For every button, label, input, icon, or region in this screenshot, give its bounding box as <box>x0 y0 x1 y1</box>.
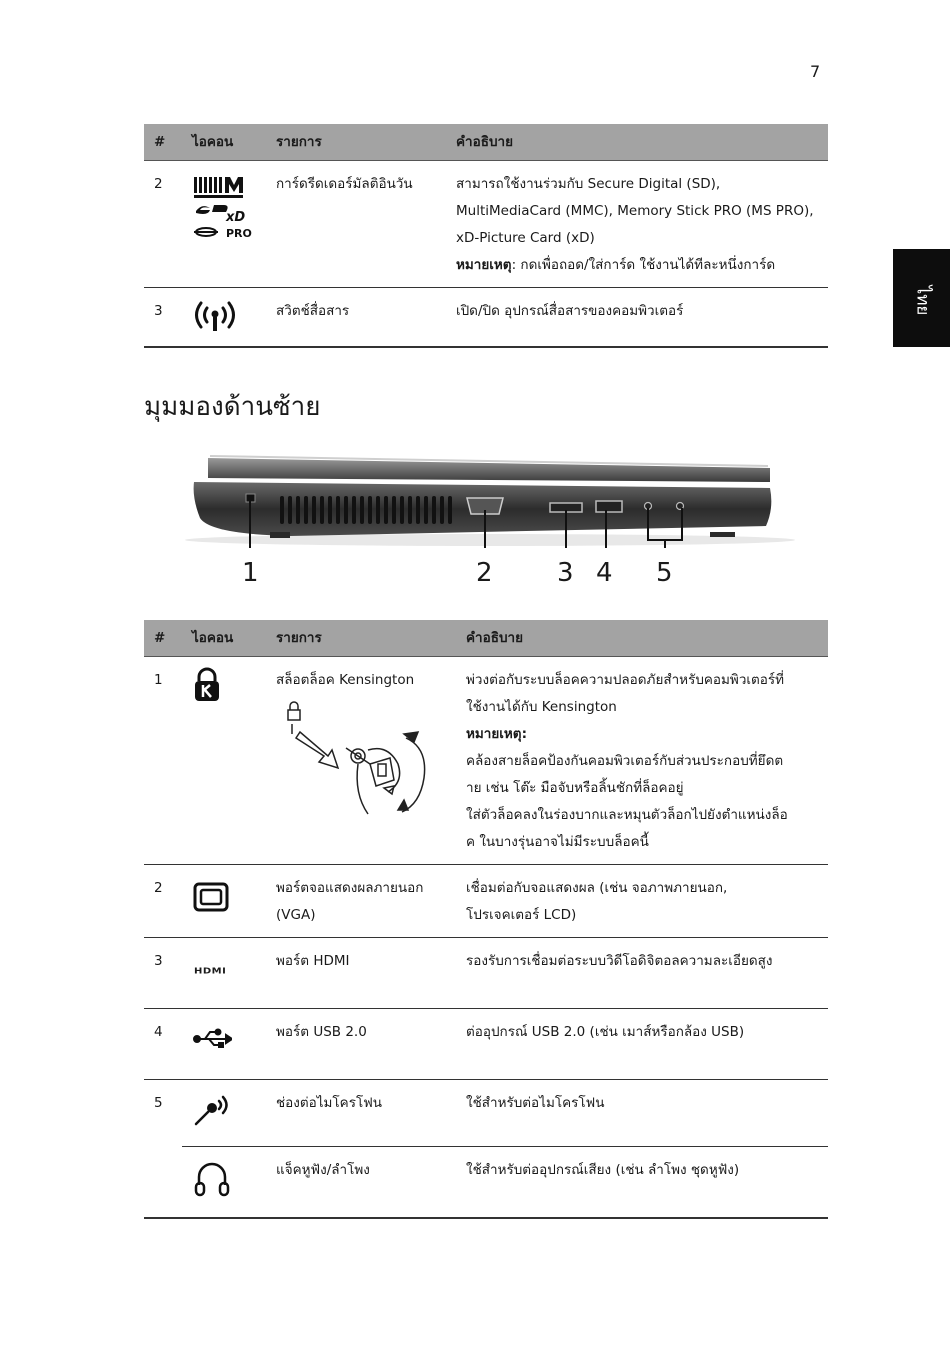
header-num: # <box>144 620 182 657</box>
desc-line: MultiMediaCard (MMC), Memory Stick PRO (MS PRO), <box>456 203 814 219</box>
row-item <box>266 865 456 938</box>
svg-text:xD: xD <box>226 210 246 225</box>
note-line: คล้องสายล็อคป้องกันคอมพิวเตอร์กับส่วนประกอบที่ยึดต <box>466 753 784 769</box>
row-desc <box>456 865 828 938</box>
language-tab-label: ไทย <box>912 285 933 316</box>
card-reader-icon <box>192 171 256 241</box>
laptop-left-side-illustration <box>170 448 810 553</box>
note-label: หมายเหตุ <box>456 257 512 273</box>
row-item-label: สล็อตล็อค Kensington <box>276 672 415 688</box>
item-line: (VGA) <box>276 907 316 923</box>
callout-3: 3 <box>557 558 574 588</box>
row-item <box>266 657 456 865</box>
hdmi-icon: HDMI <box>194 967 227 976</box>
header-icon: ไอคอน <box>182 620 266 657</box>
table-row <box>144 938 828 1009</box>
top-spec-table <box>144 124 828 348</box>
row-item: ช่องต่อไมโครโฟน <box>266 1080 456 1147</box>
callout-1: 1 <box>242 558 259 588</box>
callout-5: 5 <box>656 558 673 588</box>
section-title: มุมมองด้านซ้าย <box>144 392 321 422</box>
row-desc <box>456 1009 828 1080</box>
row-desc <box>456 938 828 1009</box>
row-desc <box>456 1080 828 1147</box>
usb-icon <box>192 1023 232 1051</box>
header-icon: ไอคอน <box>182 124 266 161</box>
note-line: ใส่ตัวล็อคลงในร่องบากและหมุนตัวล็อกไปยังตำแหน่งล็อ <box>466 807 788 823</box>
row-num: 2 <box>144 865 182 938</box>
desc-line: เปิด/ปิด อุปกรณ์สื่อสารของคอมพิวเตอร์ <box>456 303 684 319</box>
desc-line: ต่ออุปกรณ์ USB 2.0 (เช่น เมาส์หรือกล้อง USB) <box>466 1024 745 1040</box>
table-row <box>144 288 828 348</box>
header-item: รายการ <box>266 124 446 161</box>
note-line: ค ในบางรุ่นอาจไม่มีระบบล็อคนี้ <box>466 834 649 850</box>
header-desc: คำอธิบาย <box>456 620 828 657</box>
desc-line: โปรเจคเตอร์ LCD) <box>466 907 577 923</box>
icon-cell <box>182 865 266 938</box>
desc-line: เชื่อมต่อกับจอแสดงผล (เช่น จอภาพภายนอก, <box>466 880 728 896</box>
wireless-icon <box>192 298 238 338</box>
row-item: พอร์ต HDMI <box>266 938 456 1009</box>
row-desc <box>456 657 828 865</box>
note-line <box>456 252 818 279</box>
microphone-icon <box>192 1092 232 1128</box>
table-row <box>144 657 828 865</box>
row-desc <box>456 1147 828 1218</box>
table-row <box>144 161 828 288</box>
kensington-lock-diagram <box>274 698 444 828</box>
icon-cell <box>182 938 266 1009</box>
header-desc: คำอธิบาย <box>446 124 828 161</box>
row-desc <box>446 161 828 288</box>
desc-line: สามารถใช้งานร่วมกับ Secure Digital (SD), <box>456 176 721 192</box>
icon-cell <box>182 1009 266 1080</box>
kensington-lock-icon <box>192 667 222 703</box>
row-num: 1 <box>144 657 182 865</box>
callout-2: 2 <box>476 558 493 588</box>
table-row <box>144 865 828 938</box>
icon-cell <box>182 161 266 288</box>
row-num: 5 <box>154 1095 163 1111</box>
table-row <box>144 1147 828 1218</box>
row-num: 4 <box>144 1009 182 1080</box>
row-desc <box>446 288 828 348</box>
icon-cell <box>182 1080 266 1147</box>
vga-icon <box>192 881 232 913</box>
table-header-row <box>144 124 828 161</box>
row-item: สวิตช์สื่อสาร <box>266 288 446 348</box>
desc-line: xD-Picture Card (xD) <box>456 230 595 246</box>
note-text: : กดเพื่อถอด/ใส่การ์ด ใช้งานได้ทีละหนึ่งการ์ด <box>511 257 776 273</box>
desc-line: ใช้สำหรับต่อไมโครโฟน <box>466 1095 605 1111</box>
note-label: หมายเหตุ: <box>466 726 527 742</box>
icon-cell <box>182 288 266 348</box>
table-row <box>144 1080 828 1147</box>
desc-line: ใช้สำหรับต่ออุปกรณ์เสียง (เช่น ลำโพง ชุดหูฟัง) <box>466 1162 740 1178</box>
row-num: 2 <box>144 161 182 288</box>
table-header-row <box>144 620 828 657</box>
callout-4: 4 <box>596 558 613 588</box>
row-item: พอร์ต USB 2.0 <box>266 1009 456 1080</box>
desc-line: รองรับการเชื่อมต่อระบบวิดีโอดิจิตอลความละเอียดสูง <box>466 953 773 969</box>
header-item: รายการ <box>266 620 456 657</box>
bottom-spec-table <box>144 620 828 1219</box>
desc-line: พ่วงต่อกับระบบล็อคความปลอดภัยสำหรับคอมพิวเตอร์ที่ <box>466 672 785 688</box>
table-row <box>144 1009 828 1080</box>
icon-cell <box>182 1147 266 1218</box>
item-line: พอร์ตจอแสดงผลภายนอก <box>276 880 424 896</box>
svg-text:PRO: PRO <box>226 227 252 240</box>
row-num: 3 <box>144 288 182 348</box>
desc-line: ใช้งานได้กับ Kensington <box>466 699 617 715</box>
row-item: แจ็คหูฟัง/ลำโพง <box>266 1147 456 1218</box>
icon-cell <box>182 657 266 865</box>
header-num: # <box>144 124 182 161</box>
page-number: 7 <box>810 62 821 81</box>
row-num <box>144 1147 182 1218</box>
headphone-icon <box>192 1159 232 1199</box>
note-line: าย เช่น โต๊ะ มือจับหรือลิ้นชักที่ล็อคอยู่ <box>466 780 684 796</box>
row-item: การ์ดรีดเดอร์มัลติอินวัน <box>266 161 446 288</box>
language-tab <box>893 249 950 347</box>
row-num: 3 <box>144 938 182 1009</box>
